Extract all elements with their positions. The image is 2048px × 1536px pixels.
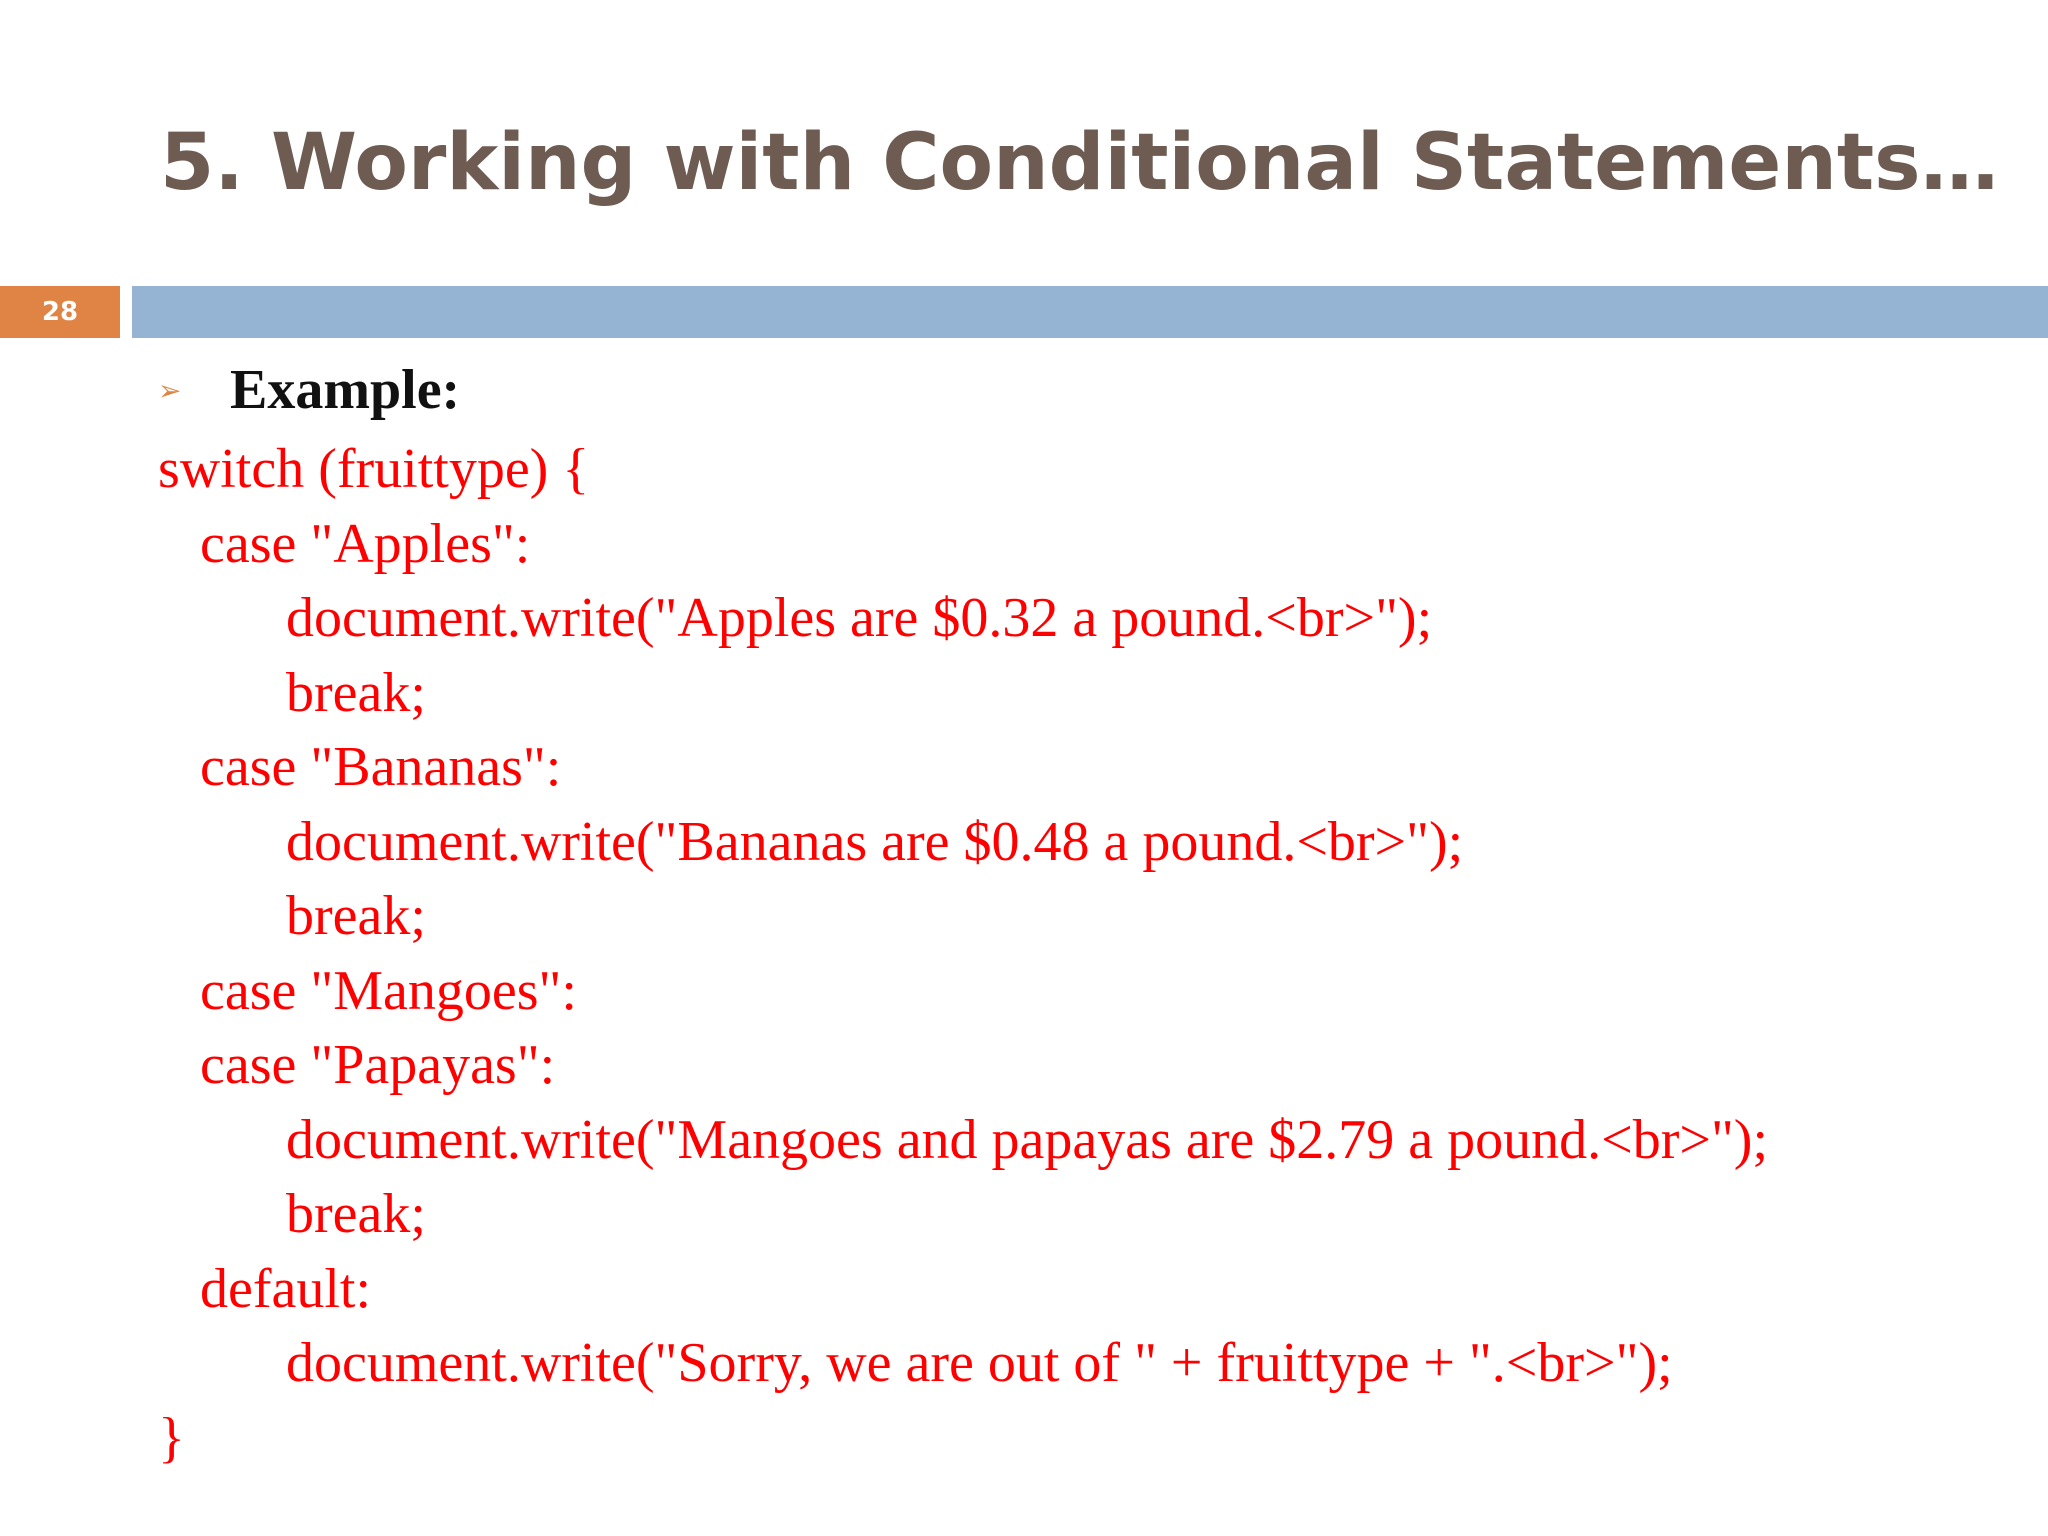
code-line: case "Papayas": — [200, 1034, 556, 1096]
title-divider-bar — [132, 286, 2048, 338]
code-line: switch (fruittype) { — [158, 438, 590, 500]
code-line: document.write("Bananas are $0.48 a pound.<br>"); — [286, 810, 1464, 873]
code-line: document.write("Apples are $0.32 a pound.<br>"); — [286, 587, 1433, 649]
code-line: break; — [286, 661, 426, 724]
code-line: default: — [200, 1257, 372, 1320]
bullet-label: Example: — [230, 359, 461, 421]
arrow-bullet-icon: ➢ — [158, 373, 182, 407]
code-line: break; — [286, 1183, 426, 1245]
code-line: } — [158, 1406, 185, 1469]
bullet-item-example — [158, 358, 460, 422]
code-line: case "Bananas": — [200, 736, 562, 798]
code-line: case "Mangoes": — [200, 959, 577, 1022]
code-line: document.write("Mangoes and papayas are $2.79 a pound.<br>"); — [286, 1108, 1769, 1171]
slide-title: 5. Working with Conditional Statements… — [160, 118, 1999, 208]
slide-number: 28 — [41, 297, 79, 327]
slide-number-badge — [0, 286, 120, 338]
code-block — [158, 432, 1768, 1475]
code-line: document.write("Sorry, we are out of " + fruittype + ".<br>"); — [286, 1332, 1673, 1394]
code-line: break; — [286, 885, 426, 947]
code-line: case "Apples": — [200, 512, 531, 575]
